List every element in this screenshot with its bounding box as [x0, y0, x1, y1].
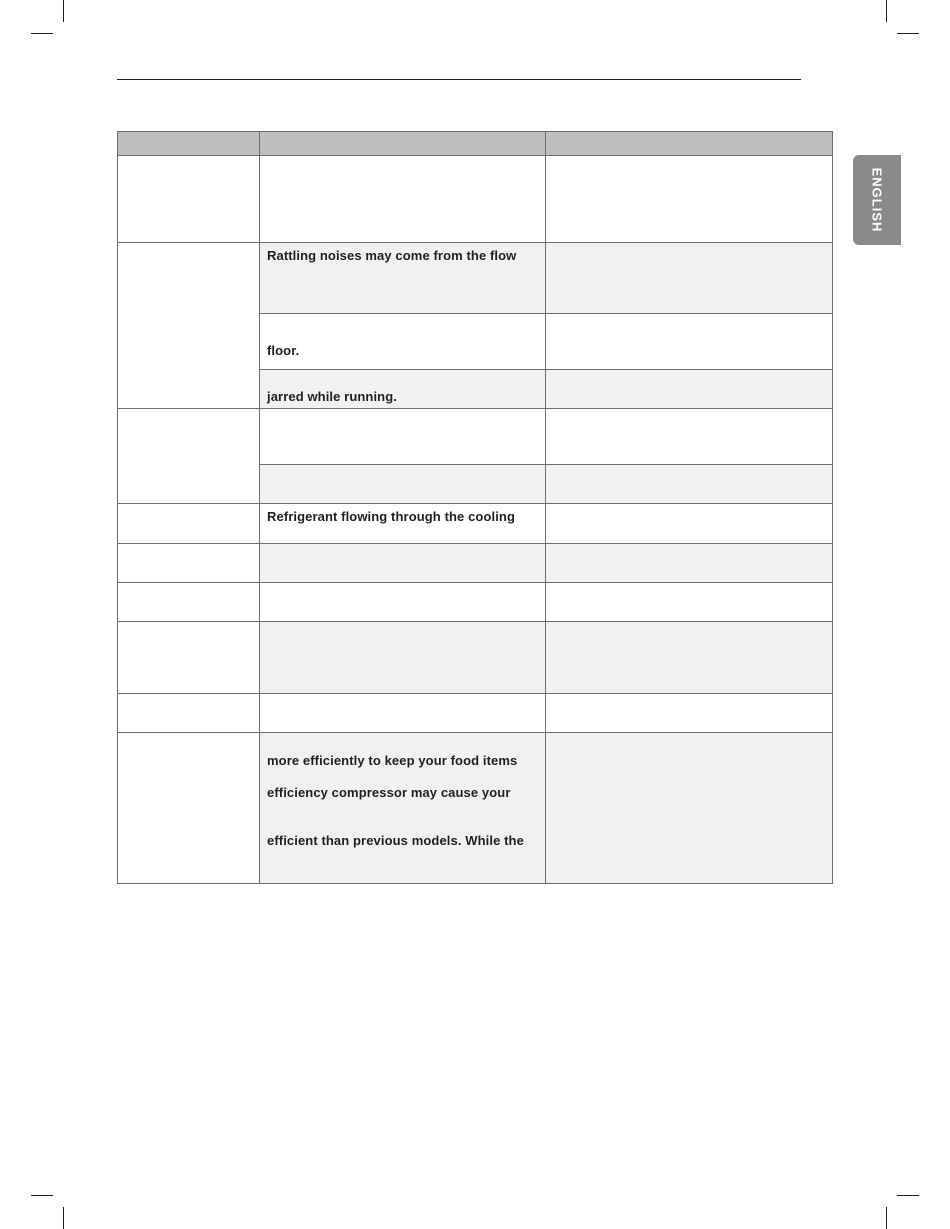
- solution-cell: [546, 243, 833, 314]
- cause-cell: [260, 583, 546, 622]
- table-row: [117, 370, 833, 409]
- crop-mark: [886, 1207, 887, 1229]
- header-cell-cause: [260, 131, 546, 156]
- table-row: [117, 409, 833, 465]
- problem-cell: [117, 544, 260, 583]
- language-tab-label: ENGLISH: [869, 167, 885, 233]
- solution-cell: [546, 409, 833, 465]
- header-cell-problem: [117, 131, 260, 156]
- table-header-row: [117, 131, 833, 156]
- crop-mark: [897, 33, 919, 34]
- cause-cell: [260, 314, 546, 370]
- table-row: [117, 504, 833, 544]
- header-rule: [117, 79, 801, 80]
- table-row: [117, 733, 833, 884]
- crop-mark: [897, 1195, 919, 1196]
- cause-text: jarred while running.: [267, 389, 397, 404]
- solution-cell: [546, 465, 833, 504]
- problem-cell: [117, 156, 260, 243]
- cause-cell: [260, 409, 546, 465]
- solution-cell: [546, 694, 833, 733]
- solution-cell: [546, 733, 833, 884]
- table-row: [117, 583, 833, 622]
- table-row: [117, 622, 833, 694]
- cause-cell: [260, 733, 546, 884]
- problem-cell: [117, 583, 260, 622]
- cause-text: Rattling noises may come from the flow: [267, 248, 517, 263]
- table-row: [117, 694, 833, 733]
- cause-text: floor.: [267, 343, 300, 358]
- cause-text: efficiency compressor may cause your: [267, 785, 511, 800]
- solution-cell: [546, 622, 833, 694]
- solution-cell: [546, 504, 833, 544]
- crop-mark: [886, 0, 887, 22]
- solution-cell: [546, 314, 833, 370]
- cause-cell: [260, 504, 546, 544]
- crop-mark: [31, 33, 53, 34]
- crop-mark: [63, 0, 64, 22]
- table-row: [117, 314, 833, 370]
- crop-mark: [63, 1207, 64, 1229]
- cause-cell: [260, 694, 546, 733]
- problem-cell: [117, 622, 260, 694]
- table-row: [117, 243, 833, 314]
- cause-cell: [260, 544, 546, 583]
- solution-cell: [546, 544, 833, 583]
- header-cell-solution: [546, 131, 833, 156]
- table-row: [117, 465, 833, 504]
- solution-cell: [546, 583, 833, 622]
- cause-cell: [260, 370, 546, 409]
- crop-mark: [31, 1195, 53, 1196]
- cause-text: efficient than previous models. While the: [267, 833, 524, 848]
- table-row: [117, 156, 833, 243]
- problem-cell: [117, 733, 260, 884]
- solution-cell: [546, 370, 833, 409]
- language-tab: [853, 155, 901, 245]
- table-row: [117, 544, 833, 583]
- solution-cell: [546, 156, 833, 243]
- problem-cell: [117, 694, 260, 733]
- problem-cell: [117, 504, 260, 544]
- cause-cell: [260, 622, 546, 694]
- cause-text: Refrigerant flowing through the cooling: [267, 509, 515, 524]
- cause-cell: [260, 243, 546, 314]
- cause-cell: [260, 465, 546, 504]
- cause-text: more efficiently to keep your food items: [267, 753, 518, 768]
- cause-cell: [260, 156, 546, 243]
